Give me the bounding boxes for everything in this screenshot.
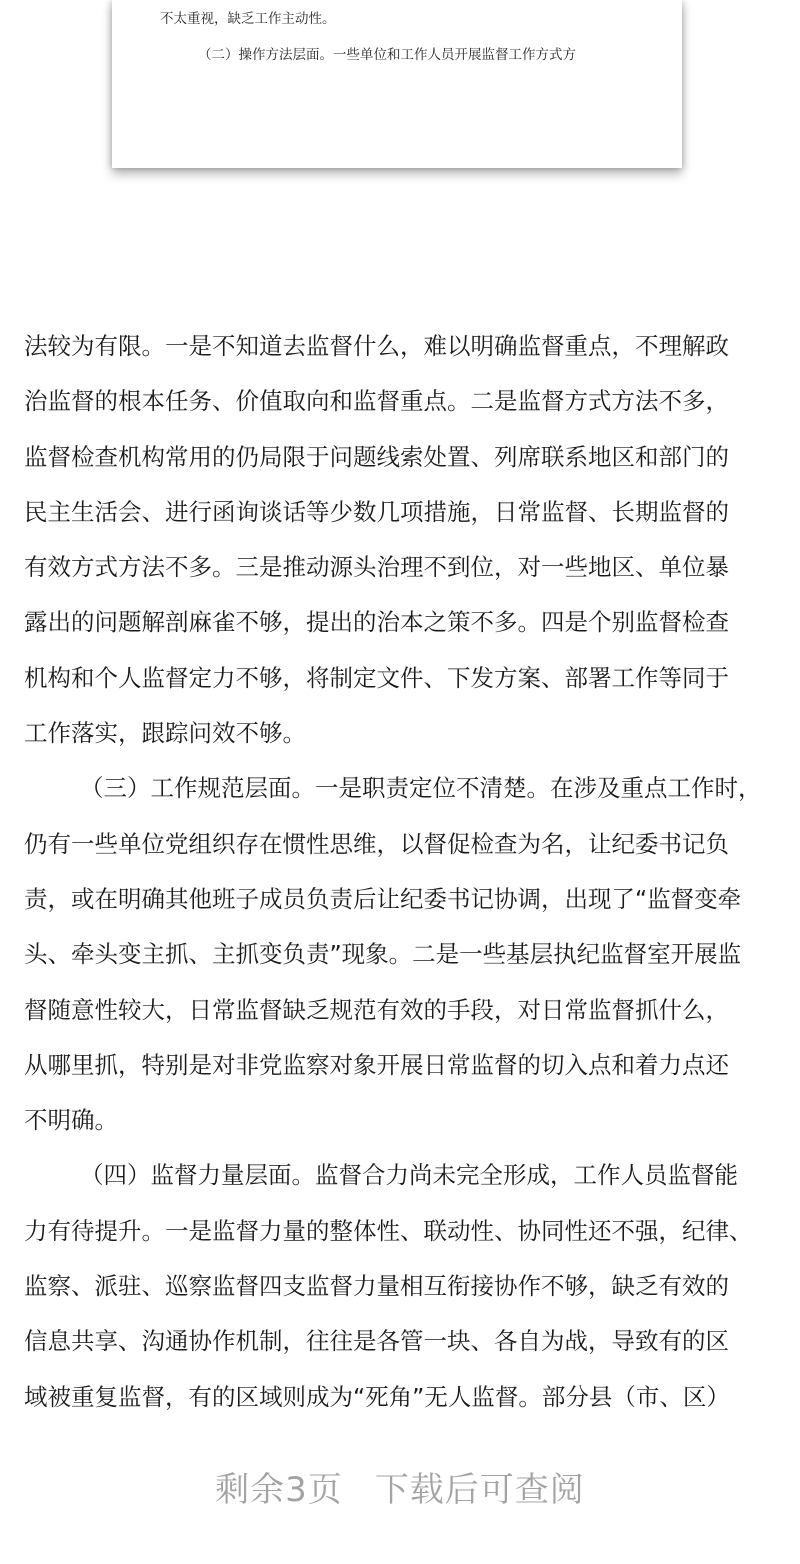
section-heading-line: （四）监督力量层面。监督合力尚未完全形成，工作人员监督能 xyxy=(80,1161,738,1190)
download-prompt[interactable] xyxy=(0,1462,800,1511)
body-line: 域被重复监督，有的区域则成为“死角”无人监督。部分县（市、区） xyxy=(24,1382,730,1411)
body-line: 从哪里抓，特别是对非党监察对象开展日常监督的切入点和着力点还 xyxy=(24,1050,729,1079)
body-line: 不明确。 xyxy=(24,1106,118,1135)
body-line: 力有待提升。一是监督力量的整体性、联动性、协同性还不强，纪律、 xyxy=(24,1216,753,1245)
preview-line-2: （二）操作方法层面。一些单位和工作人员开展监督工作方式方 xyxy=(198,47,576,63)
body-line: 责，或在明确其他班子成员负责后让纪委书记协调，出现了“监督变牵 xyxy=(24,884,742,913)
body-line: 有效方式方法不多。三是推动源头治理不到位，对一些地区、单位暴 xyxy=(24,553,729,582)
body-line: 督随意性较大，日常监督缺乏规范有效的手段，对日常监督抓什么， xyxy=(24,995,729,1024)
body-line: 机构和个人监督定力不够，将制定文件、下发方案、部署工作等同于 xyxy=(24,663,729,692)
body-line: 工作落实，跟踪问效不够。 xyxy=(24,719,306,748)
download-to-view-text: 下载后可查阅 xyxy=(374,1470,585,1510)
preview-line-1: 不太重视，缺乏工作主动性。 xyxy=(160,11,336,27)
document-body xyxy=(24,319,776,1425)
body-line: 信息共享、沟通协作机制，往往是各管一块、各自为战，导致有的区 xyxy=(24,1327,729,1356)
remaining-pages-text: 剩余3页 xyxy=(215,1470,343,1510)
body-line: 头、牵头变主抓、主抓变负责”现象。二是一些基层执纪监督室开展监 xyxy=(24,940,742,969)
section-heading-line: （三）工作规范层面。一是职责定位不清楚。在涉及重点工作时， xyxy=(80,774,762,803)
body-line: 民主生活会、进行函询谈话等少数几项措施，日常监督、长期监督的 xyxy=(24,497,729,526)
body-line: 监察、派驻、巡察监督四支监督力量相互衔接协作不够，缺乏有效的 xyxy=(24,1272,729,1301)
body-line: 监督检查机构常用的仍局限于问题线索处置、列席联系地区和部门的 xyxy=(24,442,729,471)
body-line: 治监督的根本任务、价值取向和监督重点。二是监督方式方法不多， xyxy=(24,387,729,416)
body-line: 露出的问题解剖麻雀不够，提出的治本之策不多。四是个别监督检查 xyxy=(24,608,729,637)
body-line: 法较为有限。一是不知道去监督什么，难以明确监督重点，不理解政 xyxy=(24,332,729,360)
body-line: 仍有一些单位党组织存在惯性思维，以督促检查为名，让纪委书记负 xyxy=(24,829,729,858)
document-preview-card xyxy=(112,0,682,168)
